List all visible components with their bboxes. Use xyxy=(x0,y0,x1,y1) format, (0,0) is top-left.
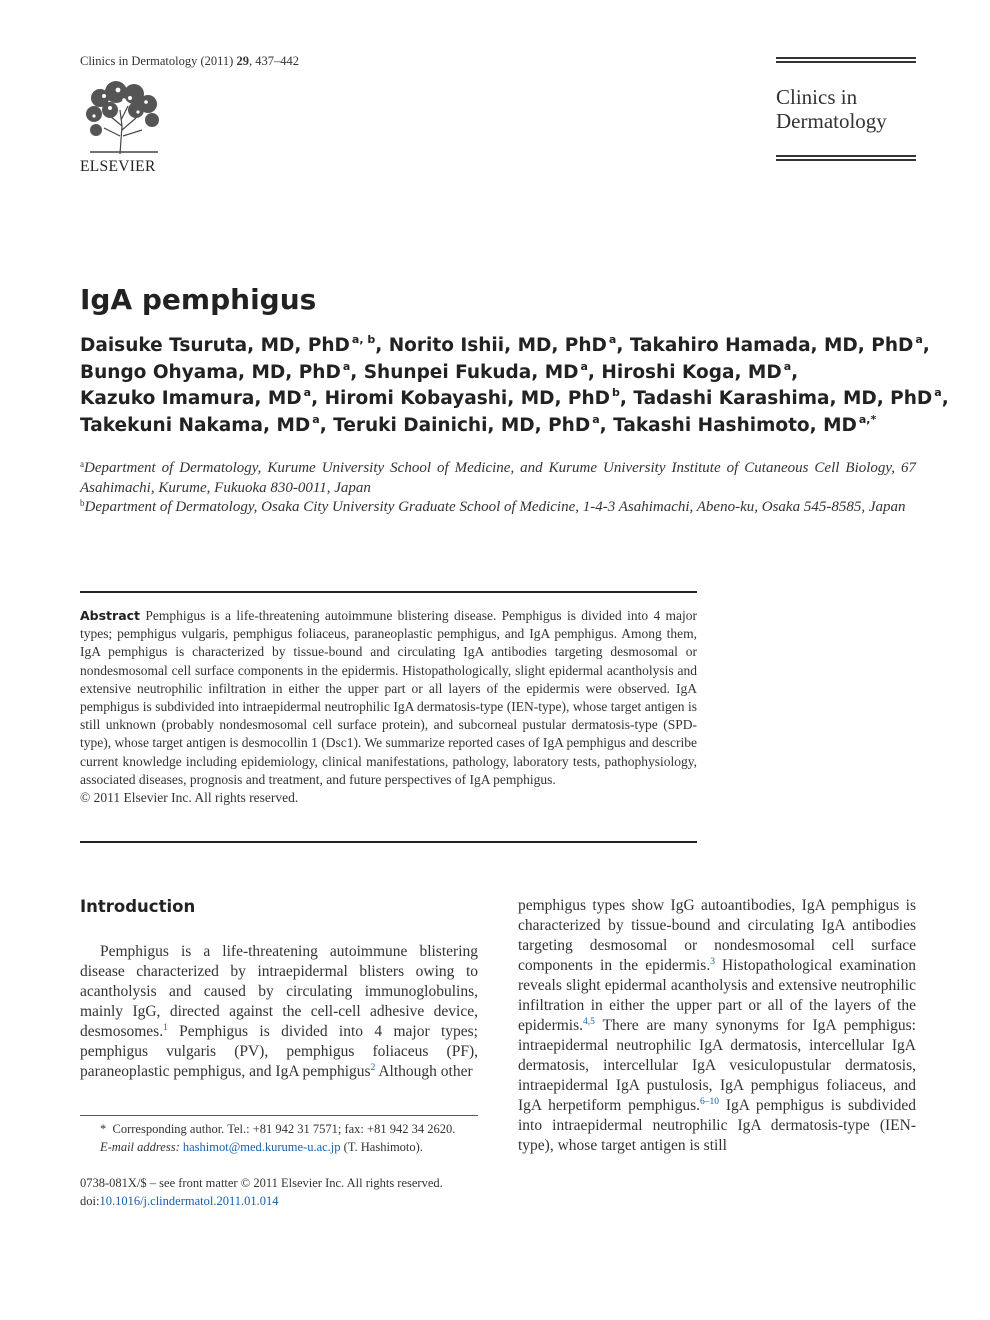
doi-line xyxy=(80,1192,478,1210)
front-matter-line: 0738-081X/$ – see front matter © 2011 Elsevier Inc. All rights reserved. xyxy=(80,1176,443,1190)
author-name[interactable]: Daisuke Tsuruta, MD, PhD xyxy=(80,335,350,356)
author-separator: , xyxy=(599,414,614,436)
author-separator: , xyxy=(922,335,930,356)
email-link[interactable]: hashimot@med.kurume-u.ac.jp xyxy=(182,1140,341,1154)
doi-link[interactable]: 10.1016/j.clindermatol.2011.01.014 xyxy=(99,1194,279,1208)
journal-brand-name xyxy=(776,85,916,133)
affiliations xyxy=(80,459,916,518)
article-title: IgA pemphigus xyxy=(80,283,317,316)
abstract xyxy=(80,607,697,807)
abstract-top-rule xyxy=(80,591,697,593)
brand-line-1: Clinics in xyxy=(776,85,858,109)
author-separator: , xyxy=(587,361,602,383)
author-affiliation-mark: a xyxy=(608,333,617,346)
author-line xyxy=(80,386,949,413)
author-affiliation-mark: b xyxy=(612,386,620,399)
author-list xyxy=(80,333,949,439)
author-name[interactable]: Bungo Ohyama, MD, PhD xyxy=(80,361,341,383)
author-separator: , xyxy=(791,361,799,383)
author-name[interactable]: Takekuni Nakama, MD xyxy=(80,414,311,436)
citation-link[interactable]: 6–10 xyxy=(700,1097,719,1107)
author-line xyxy=(80,333,940,360)
journal-volume: 29 xyxy=(236,54,249,68)
author-name[interactable]: Shunpei Fukuda, MD xyxy=(363,361,579,383)
author-separator: , xyxy=(619,388,634,409)
footnote-star: * xyxy=(100,1122,107,1136)
publisher-logo[interactable] xyxy=(80,80,172,176)
author-affiliation-mark: a xyxy=(592,412,600,426)
paragraph-text: pemphigus types show IgG autoantibodies, IgA pemphigus is characterized by tissue-bound and circulating IgA antibodies targeting desmosomal or nondesmosomal cell surface components in the epidermis. xyxy=(518,897,916,974)
author-name[interactable]: Teruki Dainichi, MD, PhD xyxy=(333,414,591,436)
publisher-name: ELSEVIER xyxy=(80,158,156,175)
author-affiliation-mark: a xyxy=(303,386,312,399)
author-separator: , xyxy=(350,361,364,383)
journal-pages: , 437–442 xyxy=(248,54,299,68)
author-separator: , xyxy=(375,335,389,356)
legal-notice xyxy=(80,1174,478,1210)
citation-link[interactable]: 1 xyxy=(163,1023,168,1033)
citation-link[interactable]: 4,5 xyxy=(583,1017,595,1027)
abstract-bottom-rule xyxy=(80,841,697,843)
author-line xyxy=(80,413,940,440)
elsevier-tree-icon xyxy=(80,80,166,156)
citation-link[interactable]: 3 xyxy=(710,957,715,967)
body-column-right xyxy=(518,896,916,1156)
section-heading-introduction: Introduction xyxy=(80,897,196,916)
affiliation-a xyxy=(80,459,916,498)
abstract-copyright: © 2011 Elsevier Inc. All rights reserved. xyxy=(80,790,299,806)
affiliation-mark: b xyxy=(80,498,85,508)
brand-top-rule xyxy=(776,57,916,59)
paragraph-text: Although other xyxy=(375,1063,473,1080)
journal-reference-prefix: Clinics in Dermatology (2011) xyxy=(80,54,237,68)
brand-line-2: Dermatology xyxy=(776,109,887,133)
author-separator: , xyxy=(311,388,325,409)
footnote-divider xyxy=(80,1115,478,1116)
author-affiliation-mark: a xyxy=(934,386,942,399)
brand-bottom-rule xyxy=(776,155,916,157)
brand-top-rule-2 xyxy=(776,61,916,63)
author-affiliation-mark: a xyxy=(915,333,923,346)
body-column-left xyxy=(80,942,478,1082)
author-name[interactable]: Takashi Hashimoto, MD xyxy=(613,414,857,436)
affiliation-b xyxy=(80,498,916,518)
paragraph-text: Pemphigus is a life-threatening autoimmune blistering disease characterized by intraepidermal blisters owing to acantholysis and caused by circulating immunoglobulins, mainly IgG, directed against the cell-cell adhesive device, desmosomes. xyxy=(80,943,478,1040)
affiliation-text: Department of Dermatology, Osaka City University Graduate School of Medicine, 1-4-3 Asahimachi, Abeno-ku, Osaka 545-8585, Japan xyxy=(84,499,906,515)
journal-brand[interactable] xyxy=(776,57,916,163)
brand-bottom-rule-2 xyxy=(776,159,916,161)
footnote xyxy=(80,1120,478,1156)
author-affiliation-mark: a xyxy=(312,412,320,426)
doi-label: doi: xyxy=(80,1194,100,1208)
author-name[interactable]: Hiromi Kobayashi, MD, PhD xyxy=(324,388,611,409)
affiliation-text: Department of Dermatology, Kurume University School of Medicine, and Kurume University Institute of Cutaneous Cell Biology, 67 Asahimachi, Kurume, Fukuoka 830-0011, Japan xyxy=(80,460,916,496)
email-suffix: (T. Hashimoto). xyxy=(340,1140,423,1154)
paragraph-text: There are many synonyms for IgA pemphigus: intraepidermal neutrophilic IgA dermatosis, intercellular IgA dermatosis, intercellular IgA vesiculopustular dermatosis, intraepidermal IgA pustulosis, IgA pemphigus foliaceus, and IgA herpetiform pemphigus. xyxy=(518,1017,916,1114)
author-separator: , xyxy=(319,414,334,436)
author-affiliation-mark: a, b xyxy=(351,333,376,346)
corresponding-author-note xyxy=(80,1120,478,1138)
affiliation-mark: a xyxy=(80,459,84,469)
author-name[interactable]: Kazuko Imamura, MD xyxy=(80,388,302,409)
author-name[interactable]: Hiroshi Koga, MD xyxy=(601,361,782,383)
email-line xyxy=(80,1138,478,1156)
author-affiliation-mark: a,* xyxy=(858,412,877,426)
corresponding-text: Corresponding author. Tel.: +81 942 31 7571; fax: +81 942 34 2620. xyxy=(112,1122,456,1136)
citation-link[interactable]: 2 xyxy=(370,1063,376,1073)
author-affiliation-mark: a xyxy=(580,359,588,373)
author-name[interactable]: Norito Ishii, MD, PhD xyxy=(388,335,607,356)
author-separator: , xyxy=(941,388,949,409)
abstract-label: Abstract xyxy=(80,608,141,623)
author-line xyxy=(80,360,940,387)
author-name[interactable]: Tadashi Karashima, MD, PhD xyxy=(633,388,933,409)
email-label: E-mail address: xyxy=(100,1140,180,1154)
author-name[interactable]: Takahiro Hamada, MD, PhD xyxy=(629,335,914,356)
paragraph-text: IgA pemphigus is subdivided into intraepidermal neutrophilic IgA dermatosis-type (IEN-type), whose target antigen is still xyxy=(518,1097,916,1154)
author-affiliation-mark: a xyxy=(783,359,792,373)
abstract-text: Pemphigus is a life-threatening autoimmune blistering disease. Pemphigus is divided into 4 major types; pemphigus vulgaris, pemphigus foliaceus, paraneoplastic pemphigus, and IgA pemphigus. Among them, IgA pemphigus is characterized by tissue-bound and circulating IgA antibodies targeting desmosomal or nondesmosomal cell surface components in the epidermis. Histopathologically, slight epidermal acantholysis and extensive neutrophilic infiltration in either the upper part or all layers of the epidermis were observed. IgA pemphigus is subdivided into intraepidermal neutrophilic IgA dermatosis-type (IEN-type), whose target antigen is still unknown (probably nondesmosomal cell surface protein), and subcorneal pustular dermatosis-type (SPD-type), whose target antigen is desmocollin 1 (Dsc1). We summarize reported cases of IgA pemphigus and describe current knowledge including epidemiology, clinical manifestations, pathology, laboratory tests, pathophysiology, associated diseases, prognosis and treatment, and future perspectives of IgA pemphigus. xyxy=(80,608,698,787)
author-separator: , xyxy=(616,335,630,356)
author-affiliation-mark: a xyxy=(342,359,351,373)
journal-reference xyxy=(80,54,299,69)
paragraph-text: Histopathological examination reveals slight epidermal acantholysis and extensive neutrophilic infiltration in either the upper part or all of the layers of the epidermis. xyxy=(518,957,916,1034)
paragraph-text: Pemphigus is divided into 4 major types; pemphigus vulgaris (PV), pemphigus foliaceus (PF), paraneoplastic pemphigus, and IgA pemphigus xyxy=(80,1023,478,1080)
